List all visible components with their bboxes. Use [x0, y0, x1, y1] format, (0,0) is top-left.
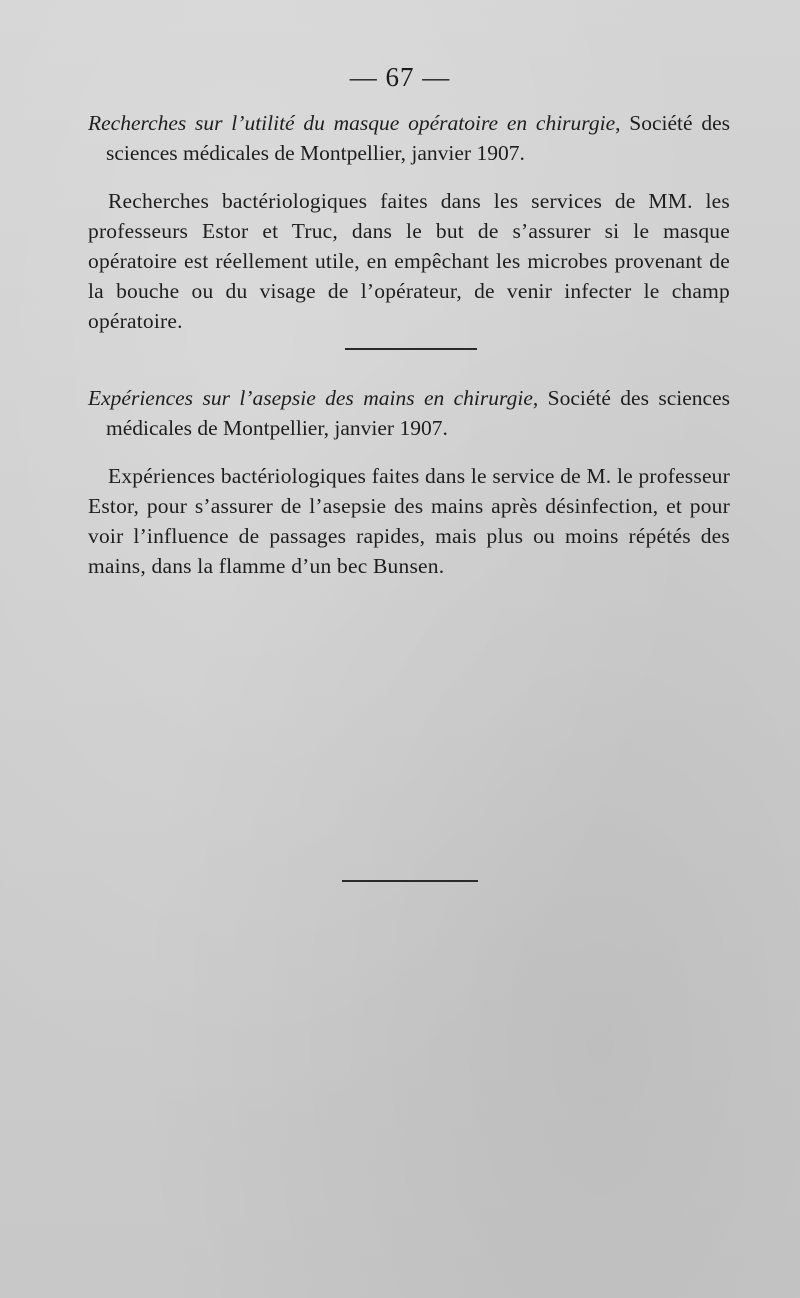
entry-citation — [88, 383, 730, 443]
entry-source: , Société des sciences médicales de Montpellier, janvier 1907. — [106, 111, 730, 165]
publication-entry — [88, 383, 730, 581]
entry-title: Recherches sur l’utilité du masque opératoire en chirurgie — [88, 111, 616, 135]
end-divider — [342, 880, 478, 882]
entry-description: Recherches bactériologiques faites dans les services de MM. les professeurs Estor et Truc, dans le but de s’assurer si le masque opératoire est réellement utile, en empêchant les microbes provenant de la bouche ou du visage de l’opérateur, de venir infecter le champ opératoire. — [88, 189, 730, 333]
entry-title: Expériences sur l’asepsie des mains en chirurgie — [88, 386, 533, 410]
page-number: — 67 — — [349, 62, 451, 92]
section-divider — [345, 348, 477, 350]
entry-citation — [88, 108, 730, 168]
entry-heading — [88, 108, 730, 168]
publication-entry — [88, 108, 730, 336]
entry-source: , Société des sciences médicales de Montpellier, janvier 1907. — [106, 386, 730, 440]
entry-heading — [88, 383, 730, 443]
entry-description: Expériences bactériologiques faites dans le service de M. le professeur Estor, pour s’assurer de l’asepsie des mains après désinfection, et pour voir l’influence de passages rapides, mais plus ou moins répétés des mains, dans la flamme d’un bec Bunsen. — [88, 464, 730, 578]
